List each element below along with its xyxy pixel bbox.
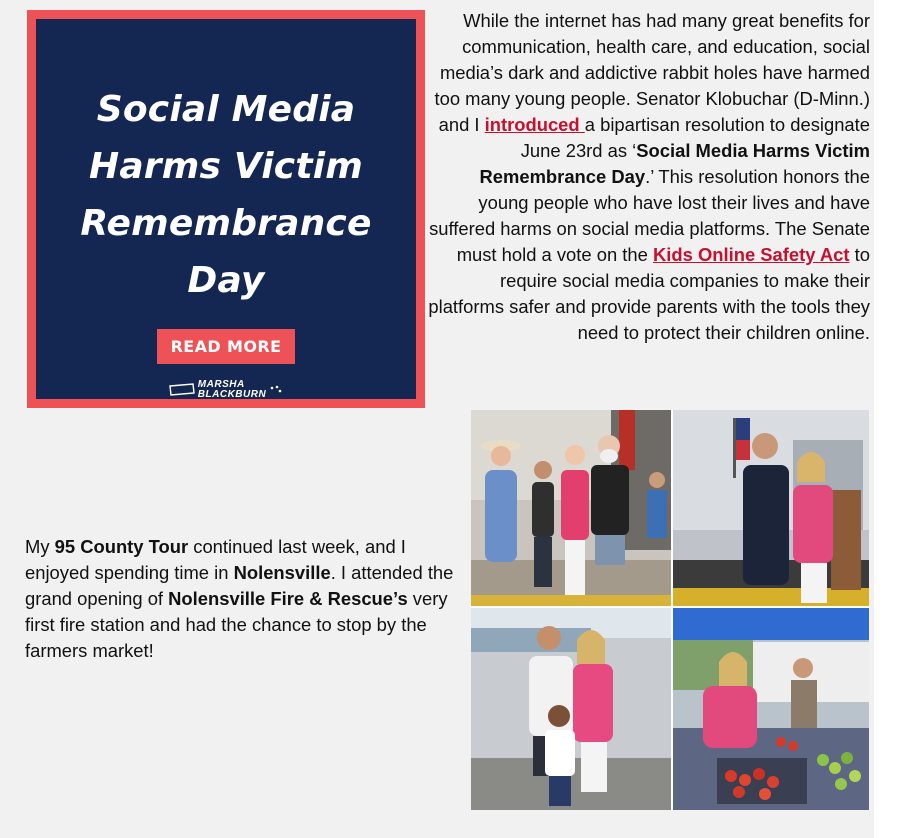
- tour-name: 95 County Tour: [54, 536, 189, 557]
- promo-title-line: Remembrance: [80, 203, 372, 244]
- promo-panel: [36, 19, 416, 399]
- fire-department-name: Nolensville Fire & Rescue’s: [168, 588, 408, 609]
- intro-text: a bipartisan resolution to designate June 23rd as ‘: [520, 114, 870, 161]
- remembrance-day-promo[interactable]: [27, 10, 425, 408]
- promo-title-line: Social Media: [96, 89, 356, 130]
- firefighter-photo: [673, 410, 869, 606]
- town-name: Nolensville: [233, 562, 331, 583]
- tour-text: . I attended the grand opening of: [25, 562, 454, 609]
- tennessee-outline-icon: [169, 380, 195, 400]
- intro-text: to require social media companies to make their platforms safer and provide parents with the tools they need to protect their children online.: [428, 244, 870, 343]
- family-photo: [471, 608, 671, 810]
- resolution-name: Social Media Harms Victim Remembrance Day: [479, 140, 870, 187]
- promo-title-line: Harms Victim: [88, 146, 364, 187]
- promo-title-line: Day: [187, 260, 265, 301]
- intro-text: .’ This resolution honors the young people who have lost their lives and have suffered harms on social media platforms. The Senate must hold a vote on the: [429, 166, 870, 265]
- introduced-link[interactable]: introduced: [484, 114, 585, 135]
- intro-text: While the internet has had many great benefits for communication, health care, and education, social media’s dark and addictive rabbit holes have harmed too many young people. Senator Klobuchar (D-Minn.) and I: [434, 10, 870, 135]
- resolution-paragraph: [428, 8, 870, 346]
- read-more-button[interactable]: READ MORE: [157, 329, 296, 364]
- photo-collage: [471, 410, 869, 810]
- logo-line: MARSHA: [197, 379, 245, 390]
- logo-wordmark: [198, 380, 266, 400]
- kids-online-safety-act-link[interactable]: Kids Online Safety Act: [652, 244, 850, 265]
- senator-logo: [169, 380, 283, 400]
- county-tour-paragraph: [25, 534, 455, 664]
- tour-text: My: [25, 536, 55, 557]
- logo-line: BLACKBURN: [197, 389, 267, 400]
- page-margin: [874, 0, 900, 838]
- farmers-market-photo: [673, 608, 869, 810]
- promo-title: [80, 81, 371, 309]
- tour-text: very first fire station and had the chance to stop by the farmers market!: [25, 588, 448, 661]
- group-photo: [471, 410, 671, 606]
- stars-icon: [269, 385, 283, 395]
- tour-text: continued last week, and I enjoyed spending time in: [25, 536, 406, 583]
